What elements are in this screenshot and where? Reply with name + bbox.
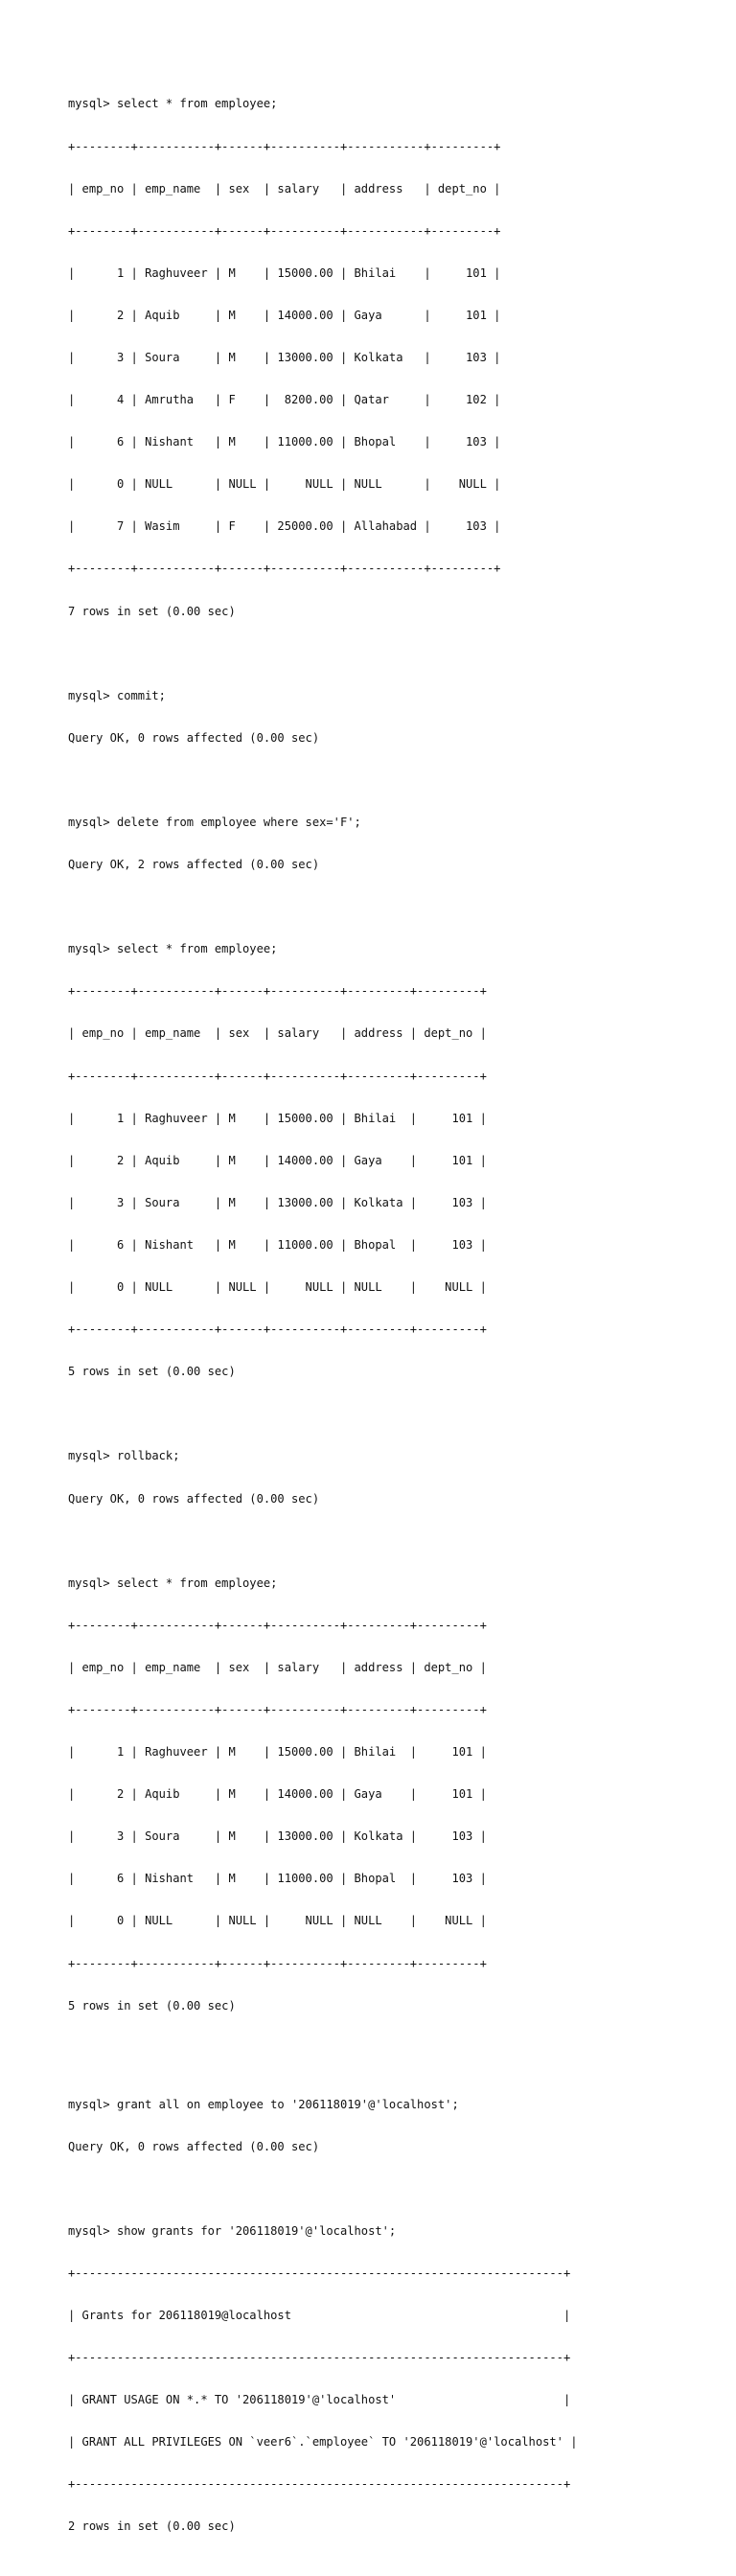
table-border: +--------+-----------+------+----------+---------+---------+ (68, 1069, 487, 1083)
table-border: +--------+-----------+------+----------+---------+---------+ (68, 984, 487, 999)
table-row: | 6 | Nishant | M | 11000.00 | Bhopal | 103 | (68, 435, 501, 449)
command-line: mysql> select * from employee; (68, 1576, 278, 1590)
grant-block (68, 2069, 729, 2182)
table-row: | 1 | Raghuveer | M | 15000.00 | Bhilai | 101 | (68, 1111, 487, 1125)
table-row: | 7 | Wasim | F | 25000.00 | Allahabad | 103 | (68, 519, 501, 534)
table-row: | 0 | NULL | NULL | NULL | NULL | NULL | (68, 1280, 487, 1295)
table-row: | 2 | Aquib | M | 14000.00 | Gaya | 101 | (68, 1787, 487, 1802)
table-border: +--------+-----------+------+----------+---------+---------+ (68, 1618, 487, 1632)
select-employee-all-block (68, 69, 729, 647)
table-row: | 3 | Soura | M | 13000.00 | Kolkata | 103 | (68, 350, 501, 364)
table-row: | 2 | Aquib | M | 14000.00 | Gaya | 101 | (68, 1153, 487, 1167)
select-after-delete-block (68, 914, 729, 1407)
result-summary: Query OK, 0 rows affected (0.00 sec) (68, 730, 320, 745)
table-row: | 0 | NULL | NULL | NULL | NULL | NULL | (68, 1914, 487, 1928)
table-row: | 1 | Raghuveer | M | 15000.00 | Bhilai | 101 | (68, 1745, 487, 1760)
table-row: | 6 | Nishant | M | 11000.00 | Bhopal | 103 | (68, 1237, 487, 1252)
table-row: | 4 | Amrutha | F | 8200.00 | Qatar | 102 | (68, 393, 501, 407)
result-summary: Query OK, 0 rows affected (0.00 sec) (68, 2139, 320, 2153)
table-row: | 6 | Nishant | M | 11000.00 | Bhopal | 103 | (68, 1872, 487, 1886)
command-line: mysql> rollback; (68, 1449, 180, 1463)
result-summary: 7 rows in set (0.00 sec) (68, 604, 236, 618)
table-row: | 2 | Aquib | M | 14000.00 | Gaya | 101 | (68, 308, 501, 322)
terminal-transcript (68, 69, 729, 2576)
table-header-row: | emp_no | emp_name | sex | salary | address | dept_no | (68, 1660, 487, 1674)
table-row: | 3 | Soura | M | 13000.00 | Kolkata | 103 | (68, 1829, 487, 1844)
command-line: mysql> commit; (68, 688, 166, 702)
table-border: +--------+-----------+------+----------+---------+---------+ (68, 1702, 487, 1716)
table-border: +----------------------------------------------------------------------+ (68, 2266, 571, 2280)
table-row: | 1 | Raghuveer | M | 15000.00 | Bhilai | 101 | (68, 265, 501, 280)
select-after-rollback-block (68, 1548, 729, 2040)
table-border: +--------+-----------+------+----------+-----------+---------+ (68, 139, 501, 153)
command-line: mysql> delete from employee where sex='F'; (68, 816, 361, 829)
table-header-row: | Grants for 206118019@localhost | (68, 2308, 571, 2322)
table-header-row: | emp_no | emp_name | sex | salary | address | dept_no | (68, 1026, 487, 1041)
table-border: +--------+-----------+------+----------+-----------+---------+ (68, 223, 501, 238)
delete-block (68, 788, 729, 901)
table-row: | 3 | Soura | M | 13000.00 | Kolkata | 103 | (68, 1195, 487, 1209)
result-summary: 2 rows in set (0.00 sec) (68, 2519, 236, 2534)
commit-block (68, 660, 729, 773)
table-row: | 0 | NULL | NULL | NULL | NULL | NULL | (68, 477, 501, 492)
result-summary: 5 rows in set (0.00 sec) (68, 1365, 236, 1379)
table-border: +--------+-----------+------+----------+---------+---------+ (68, 1956, 487, 1970)
table-border: +----------------------------------------------------------------------+ (68, 2351, 571, 2365)
show-grants-block (68, 2196, 729, 2562)
table-row: | GRANT ALL PRIVILEGES ON `veer6`.`employee` TO '206118019'@'localhost' | (68, 2435, 578, 2450)
result-summary: Query OK, 0 rows affected (0.00 sec) (68, 1491, 320, 1506)
command-line: mysql> select * from employee; (68, 942, 278, 956)
result-summary: Query OK, 2 rows affected (0.00 sec) (68, 858, 320, 872)
table-border: +----------------------------------------------------------------------+ (68, 2477, 571, 2492)
command-line: mysql> show grants for '206118019'@'localhost'; (68, 2223, 397, 2238)
command-line: mysql> grant all on employee to '206118019'@'localhost'; (68, 2097, 459, 2111)
command-line: mysql> select * from employee; (68, 97, 278, 111)
table-header-row: | emp_no | emp_name | sex | salary | address | dept_no | (68, 181, 501, 196)
table-row: | GRANT USAGE ON *.* TO '206118019'@'localhost' | (68, 2393, 571, 2407)
result-summary: 5 rows in set (0.00 sec) (68, 1998, 236, 2012)
table-border: +--------+-----------+------+----------+---------+---------+ (68, 1322, 487, 1337)
table-border: +--------+-----------+------+----------+-----------+---------+ (68, 562, 501, 576)
blank-spacer (68, 2055, 729, 2069)
rollback-block (68, 1421, 729, 1534)
